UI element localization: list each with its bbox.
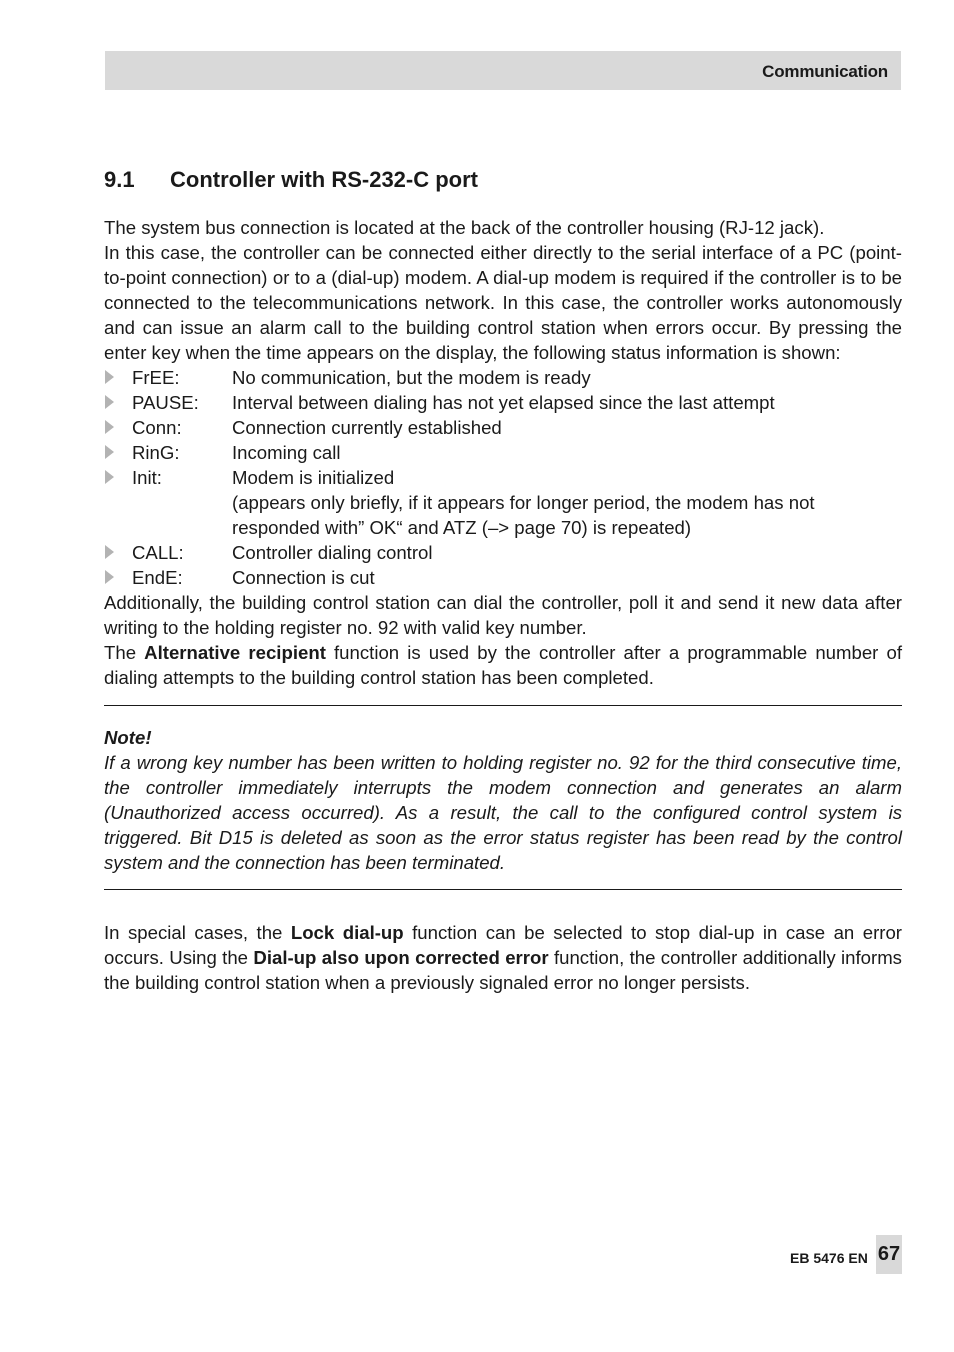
status-description: Controller dialing control bbox=[232, 542, 433, 563]
status-item bbox=[104, 415, 902, 440]
status-list bbox=[104, 365, 902, 590]
bold-term: Alternative recipient bbox=[144, 642, 326, 663]
bold-term: Dial-up also upon corrected error bbox=[253, 947, 549, 968]
text-fragment: function, the controller additionally informs the building control station when a previously signaled error no longer persists. bbox=[104, 947, 902, 993]
status-item bbox=[104, 540, 902, 565]
document-id: EB 5476 EN bbox=[790, 1250, 868, 1266]
status-code: PAUSE: bbox=[132, 392, 199, 413]
note-title: Note! bbox=[104, 727, 152, 748]
triangle-bullet-icon bbox=[104, 440, 132, 465]
status-description: Incoming call bbox=[232, 442, 341, 463]
triangle-bullet-icon bbox=[104, 465, 132, 490]
status-description bbox=[232, 465, 902, 540]
section-heading bbox=[104, 167, 478, 193]
status-item bbox=[104, 465, 902, 540]
status-description: Interval between dialing has not yet elapsed since the last attempt bbox=[232, 392, 775, 413]
section-title: Controller with RS-232-C port bbox=[170, 167, 479, 192]
triangle-bullet-icon bbox=[104, 365, 132, 390]
main-content bbox=[104, 215, 902, 995]
section-number: 9.1 bbox=[104, 167, 135, 192]
triangle-bullet-icon bbox=[104, 540, 132, 565]
triangle-bullet-icon bbox=[104, 415, 132, 440]
status-code: Conn: bbox=[132, 417, 182, 438]
status-description-main: Modem is initialized bbox=[232, 467, 395, 488]
status-item bbox=[104, 440, 902, 465]
text-fragment: In special cases, the bbox=[104, 922, 291, 943]
status-item bbox=[104, 365, 902, 390]
intro-paragraph-1: The system bus connection is located at the back of the controller housing (RJ-12 jack). bbox=[104, 217, 825, 238]
page-number: 67 bbox=[876, 1235, 902, 1274]
status-description-extra: (appears only briefly, if it appears for longer period, the modem has not responded with” OK“ and ATZ (–> page 70) is repeated) bbox=[232, 492, 815, 538]
status-code: FrEE: bbox=[132, 367, 180, 388]
lock-dialup-paragraph bbox=[104, 920, 902, 995]
note-box bbox=[104, 705, 902, 890]
status-item bbox=[104, 390, 902, 415]
status-code: RinG: bbox=[132, 442, 180, 463]
text-fragment: The bbox=[104, 642, 145, 663]
status-description: No communication, but the modem is ready bbox=[232, 367, 591, 388]
status-code: EndE: bbox=[132, 567, 183, 588]
status-description: Connection currently established bbox=[232, 417, 502, 438]
note-text: If a wrong key number has been written to holding register no. 92 for the third consecutive time, the controller immediately interrupts the modem connection and generates an alarm (Unauthorized access occurred). As a result, the call to the configured control system is triggered. Bit D15 is deleted as soon as the error status register has been read by the control system and the connection has been terminated. bbox=[104, 752, 902, 873]
triangle-bullet-icon bbox=[104, 565, 132, 590]
intro-paragraph-2: In this case, the controller can be connected either directly to the serial interface of a PC (point-to-point connection) or to a (dial-up) modem. A dial-up modem is required if the controller is to be connected to the telecommunications network. In this case, the controller works autonomously and can issue an alarm call to the building control station when errors occur. By pressing the enter key when the time appears on the display, the following status information is shown: bbox=[104, 242, 902, 363]
status-description: Connection is cut bbox=[232, 567, 375, 588]
header-bar bbox=[105, 51, 901, 90]
text-fragment: function is used by the controller after a programmable number of dialing attempts to the building control station has been completed. bbox=[104, 642, 902, 688]
status-item bbox=[104, 565, 902, 590]
text-fragment: function can be selected to stop dial-up in case an error occurs. Using the bbox=[104, 922, 902, 968]
status-code: Init: bbox=[132, 467, 162, 488]
status-code: CALL: bbox=[132, 542, 184, 563]
bold-term: Lock dial-up bbox=[290, 922, 404, 943]
triangle-bullet-icon bbox=[104, 390, 132, 415]
additional-paragraph: Additionally, the building control station can dial the controller, poll it and send it new data after writing to the holding register no. 92 with valid key number. bbox=[104, 592, 902, 638]
alternative-recipient-paragraph bbox=[104, 640, 902, 690]
chapter-title: Communication bbox=[762, 62, 888, 81]
